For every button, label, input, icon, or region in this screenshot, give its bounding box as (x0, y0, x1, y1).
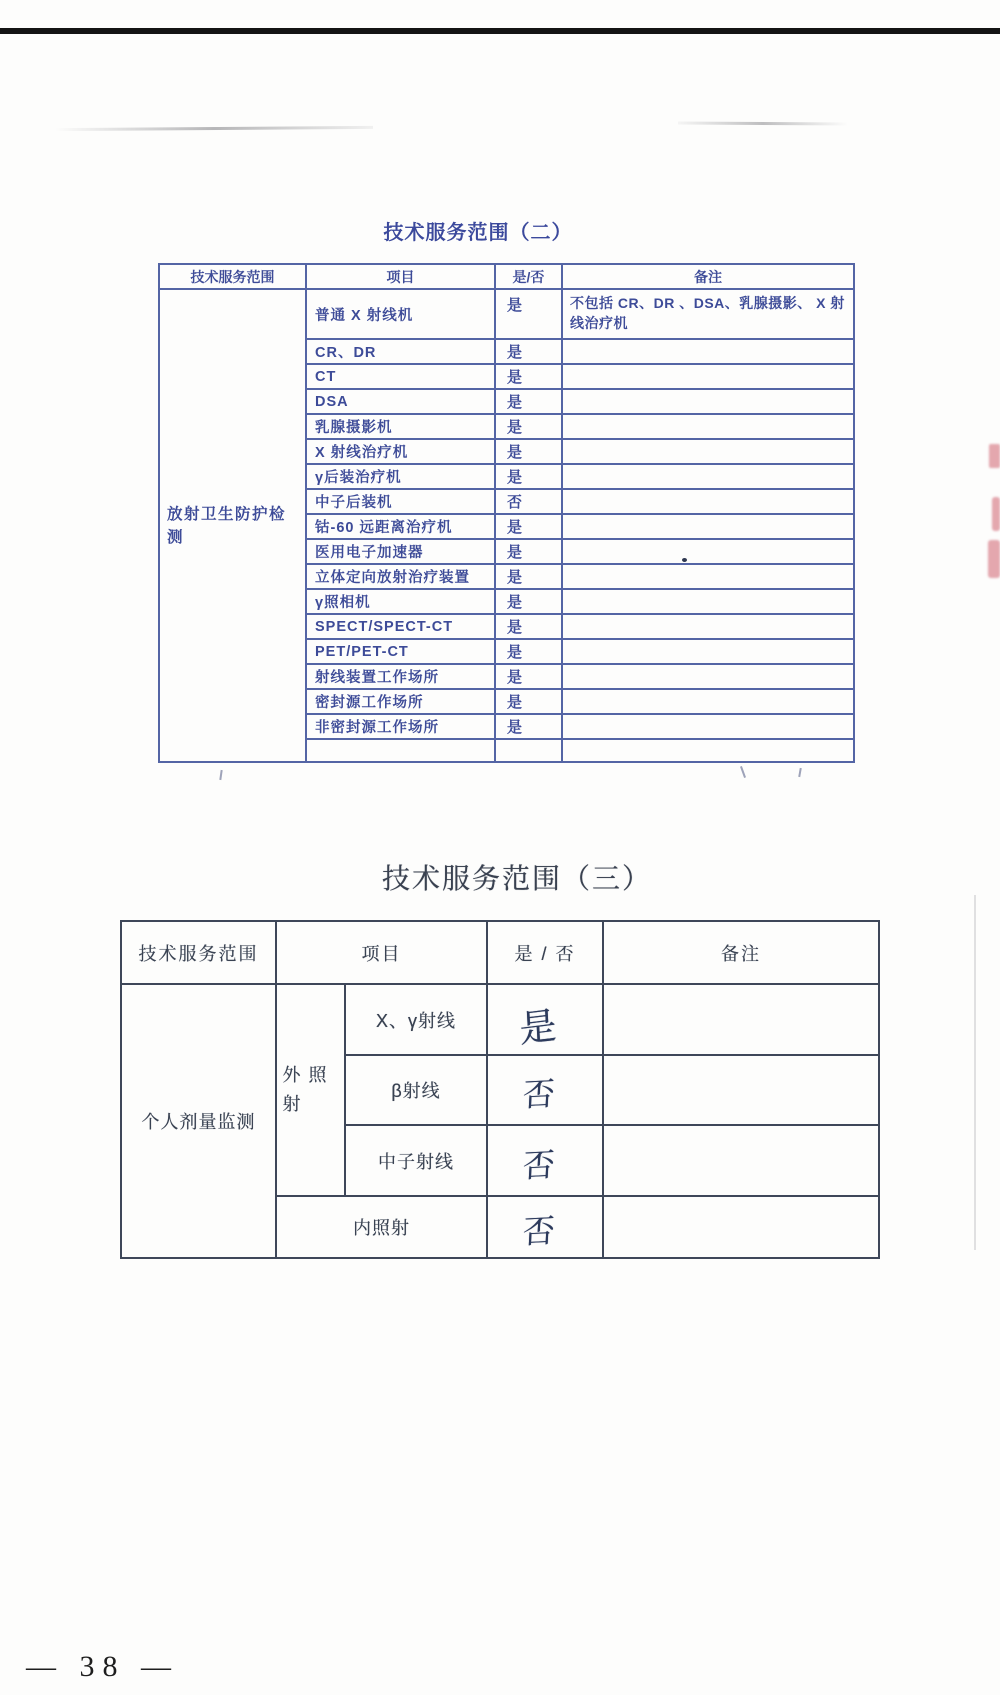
item-cell: CR、DR (306, 339, 495, 364)
item-cell: 密封源工作场所 (306, 689, 495, 714)
item-cell: 中子射线 (345, 1125, 487, 1196)
handwritten-no-mark: 否 (521, 1212, 556, 1251)
top-rule (0, 28, 1000, 34)
item-cell: 中子后装机 (306, 489, 495, 514)
item-cell: γ后装治疗机 (306, 464, 495, 489)
scan-artifact-smudge (55, 126, 373, 131)
handwritten-yes-mark: 是 (517, 1004, 557, 1050)
group-label: 外照射 (282, 1065, 335, 1114)
item-cell: X、γ射线 (345, 984, 487, 1055)
group-cell (276, 984, 345, 1196)
yes-no-cell: 是 (495, 564, 562, 589)
page-number: — 38 — (26, 1650, 179, 1683)
remark-cell (603, 1055, 879, 1125)
scan-artifact-tick (740, 766, 746, 778)
scan-artifact-red-stamp (992, 497, 1000, 531)
yes-no-cell: 否 (495, 489, 562, 514)
table-row (121, 984, 879, 1055)
item-cell: 非密封源工作场所 (306, 714, 495, 739)
item-cell: γ照相机 (306, 589, 495, 614)
yes-no-cell: 是 (495, 539, 562, 564)
item-cell: 医用电子加速器 (306, 539, 495, 564)
remark-cell (562, 489, 854, 514)
remark-cell (603, 1125, 879, 1196)
scan-artifact-red-stamp (988, 540, 1000, 578)
remark-cell (562, 614, 854, 639)
header-scope: 技术服务范围 (121, 921, 276, 984)
yes-no-cell: 是 (495, 339, 562, 364)
item-cell: β射线 (345, 1055, 487, 1125)
remark-cell (562, 589, 854, 614)
remark-cell (562, 539, 854, 564)
remark-cell (562, 389, 854, 414)
item-cell: CT (306, 364, 495, 389)
service-scope-table-3 (120, 920, 880, 1259)
handwritten-no-mark: 否 (521, 1075, 556, 1114)
item-cell: 普通 X 射线机 (306, 289, 495, 339)
scope-label-cell (159, 289, 306, 762)
remark-cell (562, 414, 854, 439)
remark-cell (562, 564, 854, 589)
scan-artifact-line (974, 895, 976, 1250)
yes-no-cell (487, 1055, 603, 1125)
header-yes-no: 是/否 (495, 264, 562, 289)
scan-artifact-tick (798, 768, 802, 777)
empty-cell (306, 739, 495, 762)
header-row (121, 921, 879, 984)
empty-cell (562, 739, 854, 762)
yes-no-cell: 是 (495, 364, 562, 389)
remark-cell (603, 984, 879, 1055)
scan-artifact-red-stamp (989, 444, 1000, 468)
yes-no-cell: 是 (495, 714, 562, 739)
handwritten-no-mark: 否 (521, 1145, 556, 1184)
yes-no-cell: 是 (495, 689, 562, 714)
yes-no-cell: 是 (495, 414, 562, 439)
section2-title: 技术服务范围（二） (383, 222, 573, 244)
yes-no-cell (487, 1125, 603, 1196)
remark-cell (562, 364, 854, 389)
remark-cell (562, 464, 854, 489)
header-item: 项目 (276, 921, 487, 984)
scan-artifact-tick (219, 770, 222, 780)
item-cell: SPECT/SPECT-CT (306, 614, 495, 639)
item-cell: PET/PET-CT (306, 639, 495, 664)
remark-cell (562, 714, 854, 739)
yes-no-cell: 是 (495, 439, 562, 464)
yes-no-cell: 是 (495, 664, 562, 689)
header-remark: 备注 (603, 921, 879, 984)
scan-artifact-smudge (678, 122, 848, 126)
item-cell: 乳腺摄影机 (306, 414, 495, 439)
table-row (159, 289, 854, 339)
item-cell: X 射线治疗机 (306, 439, 495, 464)
service-scope-table-2 (158, 263, 855, 763)
remark-cell (562, 639, 854, 664)
item-cell: 钴-60 远距离治疗机 (306, 514, 495, 539)
remark-cell (603, 1196, 879, 1258)
header-remark: 备注 (562, 264, 854, 289)
scope-label-cell (121, 984, 276, 1258)
scope-label: 个人剂量监测 (141, 1112, 256, 1132)
remark-cell (562, 339, 854, 364)
header-scope: 技术服务范围 (159, 264, 306, 289)
yes-no-cell (487, 984, 603, 1055)
remark-cell (562, 439, 854, 464)
header-row (159, 264, 854, 289)
yes-no-cell: 是 (495, 514, 562, 539)
remark-cell (562, 664, 854, 689)
remark-cell (562, 514, 854, 539)
header-item: 项目 (306, 264, 495, 289)
remark-cell (562, 689, 854, 714)
yes-no-cell: 是 (495, 614, 562, 639)
header-yes-no: 是 / 否 (487, 921, 603, 984)
scope-label: 放射卫生防护检测 (167, 505, 287, 546)
yes-no-cell: 是 (495, 389, 562, 414)
remark-cell: 不包括 CR、DR 、DSA、乳腺摄影、 X 射线治疗机 (562, 289, 854, 339)
item-cell: DSA (306, 389, 495, 414)
yes-no-cell (487, 1196, 603, 1258)
item-cell: 立体定向放射治疗装置 (306, 564, 495, 589)
yes-no-cell: 是 (495, 464, 562, 489)
yes-no-cell: 是 (495, 639, 562, 664)
section3-title: 技术服务范围（三） (381, 863, 652, 894)
item-cell: 内照射 (276, 1196, 487, 1258)
yes-no-cell: 是 (495, 289, 562, 339)
item-cell: 射线装置工作场所 (306, 664, 495, 689)
empty-cell (495, 739, 562, 762)
yes-no-cell: 是 (495, 589, 562, 614)
